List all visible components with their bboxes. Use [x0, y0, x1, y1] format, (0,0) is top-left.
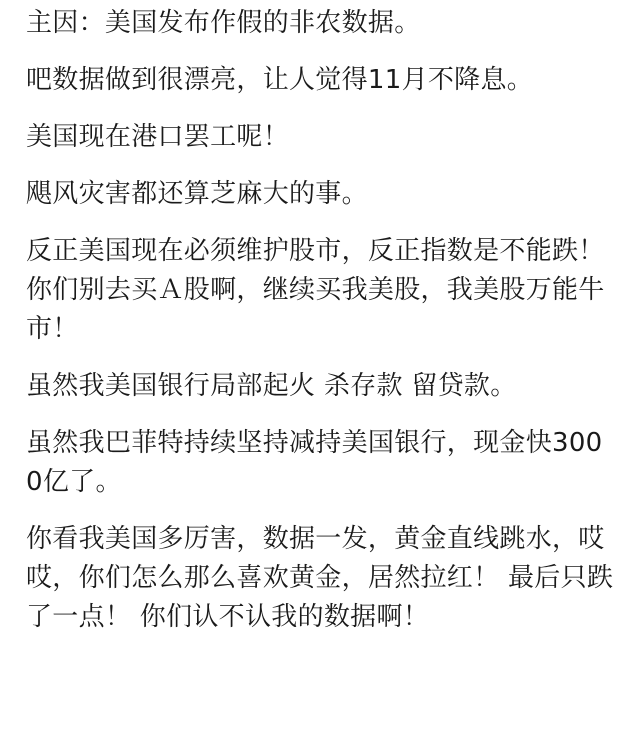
paragraph-gold: 你看我美国多厉害，数据一发，黄金直线跳水，哎哎，你们怎么那么喜欢黄金，居然拉红！ 最后只跌了一点！ 你们认不认我的数据啊！ — [26, 524, 614, 632]
paragraph-main-cause: 主因：美国发布作假的非农数据。 — [26, 8, 421, 38]
paragraph-pretty-data: 吧数据做到很漂亮，让人觉得11月不降息。 — [26, 65, 534, 95]
paragraph-buffett: 虽然我巴菲特持续坚持减持美国银行，现金快3000亿了。 — [26, 428, 603, 497]
paragraph-bank-fire: 虽然我美国银行局部起火 杀存款 留贷款。 — [26, 371, 517, 401]
paragraph-hurricane: 飓风灾害都还算芝麻大的事。 — [26, 179, 368, 209]
paragraph-port-strike: 美国现在港口罢工呢！ — [26, 122, 290, 152]
paragraph-stock-market: 反正美国现在必须维护股市，反正指数是不能跌！你们别去买Ａ股啊，继续买我美股，我美股万能牛市！ — [26, 236, 605, 344]
